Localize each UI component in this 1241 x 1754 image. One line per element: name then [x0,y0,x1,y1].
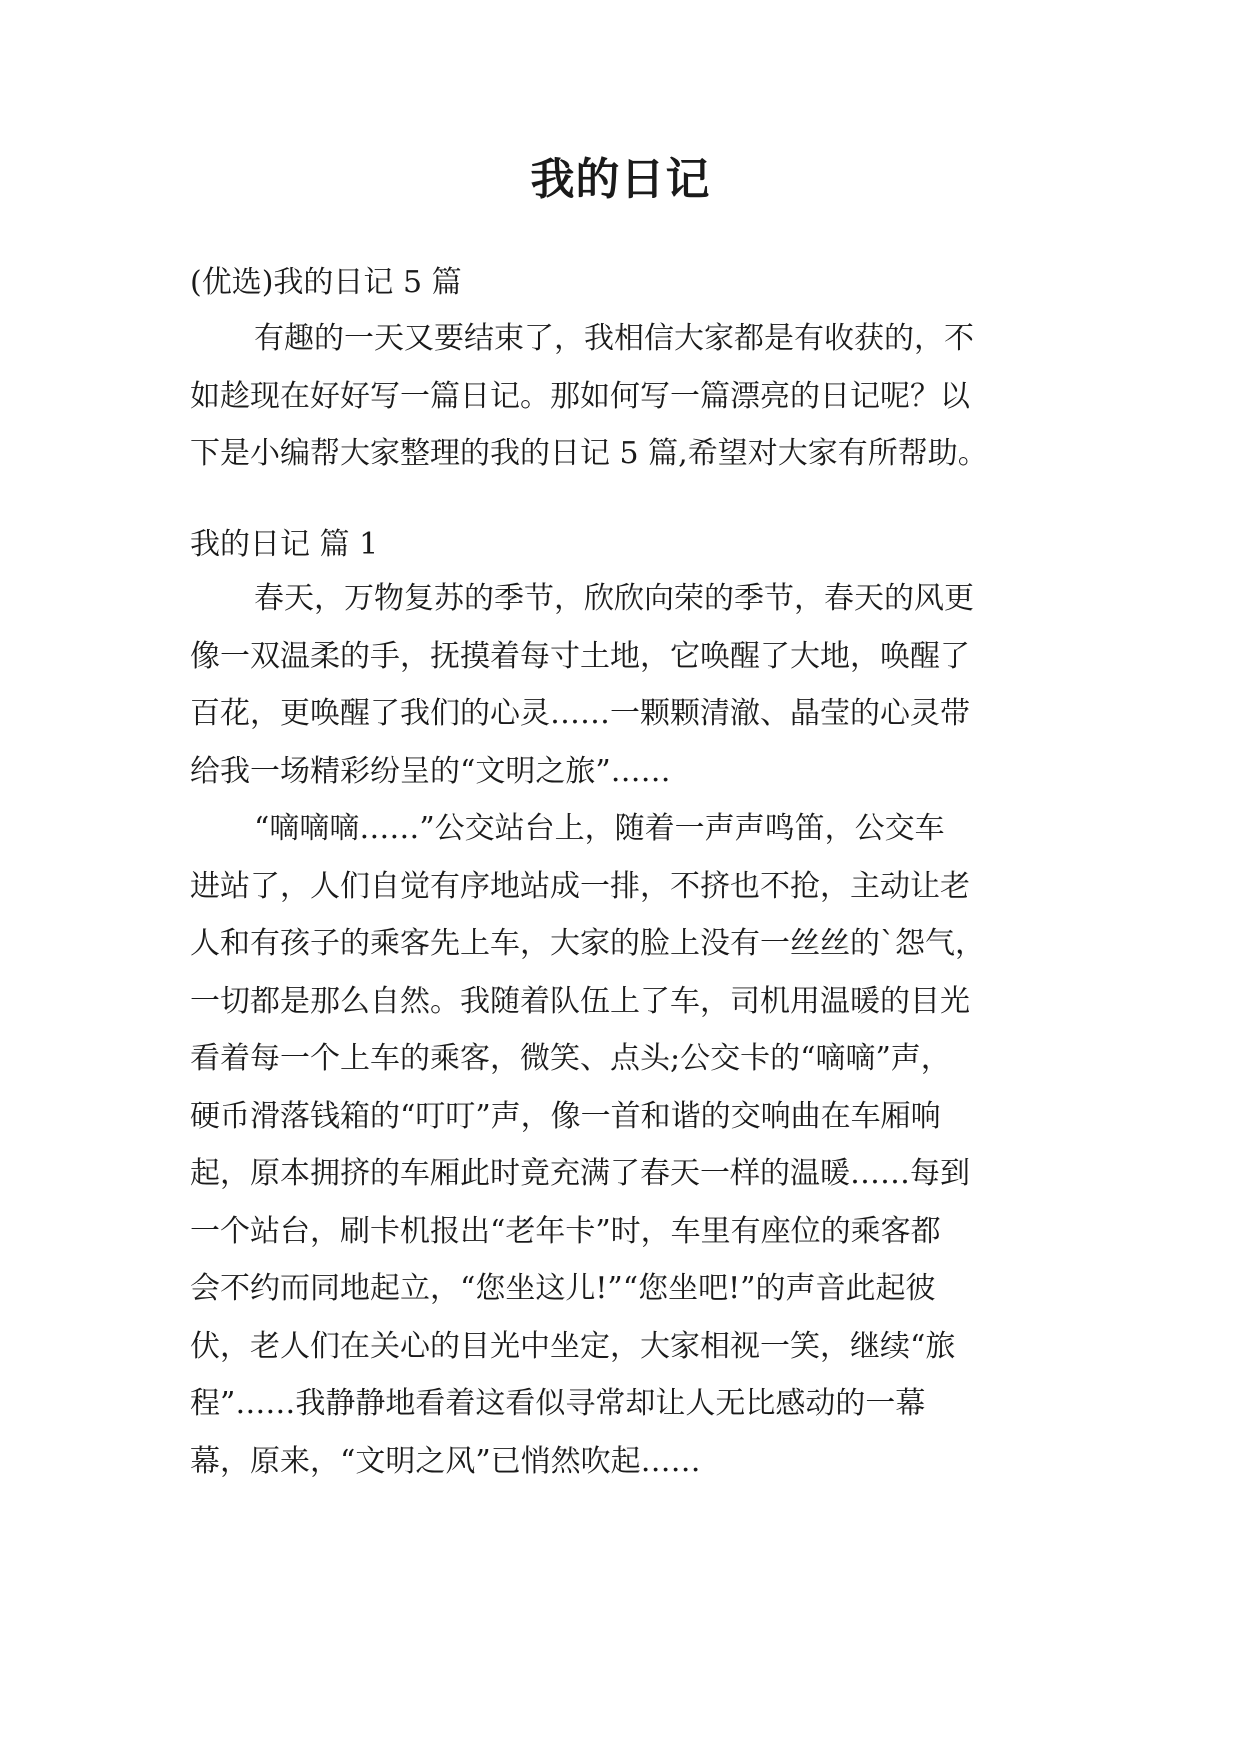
paragraph-line: 看着每一个上车的乘客，微笑、点头;公交卡的“嘀嘀”声， [190,1041,951,1076]
paragraph-2 [190,800,1070,1490]
intro-heading: (优选)我的日记 5 篇 [190,265,462,300]
document-title: 我的日记 [530,154,711,205]
paragraph-line: 春天，万物复苏的季节，欣欣向荣的季节，春天的风更 [254,581,974,616]
paragraph-line: “嘀嘀嘀……”公交站台上，随着一声声鸣笛，公交车 [254,811,945,846]
paragraph-line: 程”……我静静地看着这看似寻常却让人无比感动的一幕 [190,1386,926,1421]
paragraph-line: 伏，老人们在关心的目光中坐定，大家相视一笑，继续“旅 [190,1328,956,1364]
paragraph-line: 会不约而同地起立，“您坐这儿!”“您坐吧!”的声音此起彼 [190,1271,936,1306]
paragraph-line: 起，原本拥挤的车厢此时竟充满了春天一样的温暖……每到 [190,1156,970,1191]
paragraph-line: 硬币滑落钱箱的“叮叮”声，像一首和谐的交响曲在车厢响 [190,1098,941,1134]
intro-line: 如趁现在好好写一篇日记。那如何写一篇漂亮的日记呢？以 [190,378,970,414]
paragraph-line: 一个站台，刷卡机报出“老年卡”时，车里有座位的乘客都 [190,1213,941,1249]
paragraph-line: 幕，原来，“文明之风”已悄然吹起…… [190,1443,701,1479]
paragraph-line: 百花，更唤醒了我们的心灵……一颗颗清澈、晶莹的心灵带 [190,696,970,731]
intro-line: 下是小编帮大家整理的我的日记 5 篇,希望对大家有所帮助。 [190,436,988,471]
paragraph-1 [190,570,1070,800]
section-heading: 我的日记 篇 1 [190,527,379,562]
paragraph-line: 进站了，人们自觉有序地站成一排，不挤也不抢，主动让老 [190,868,970,904]
paragraph-line: 给我一场精彩纷呈的“文明之旅”…… [190,753,671,789]
intro-paragraph [190,310,1070,483]
paragraph-line: 人和有孩子的乘客先上车，大家的脸上没有一丝丝的`怨气， [190,926,985,961]
intro-line: 有趣的一天又要结束了，我相信大家都是有收获的，不 [254,321,974,356]
paragraph-line: 像一双温柔的手，抚摸着每寸土地，它唤醒了大地，唤醒了 [190,638,970,674]
paragraph-line: 一切都是那么自然。我随着队伍上了车，司机用温暖的目光 [190,983,970,1019]
